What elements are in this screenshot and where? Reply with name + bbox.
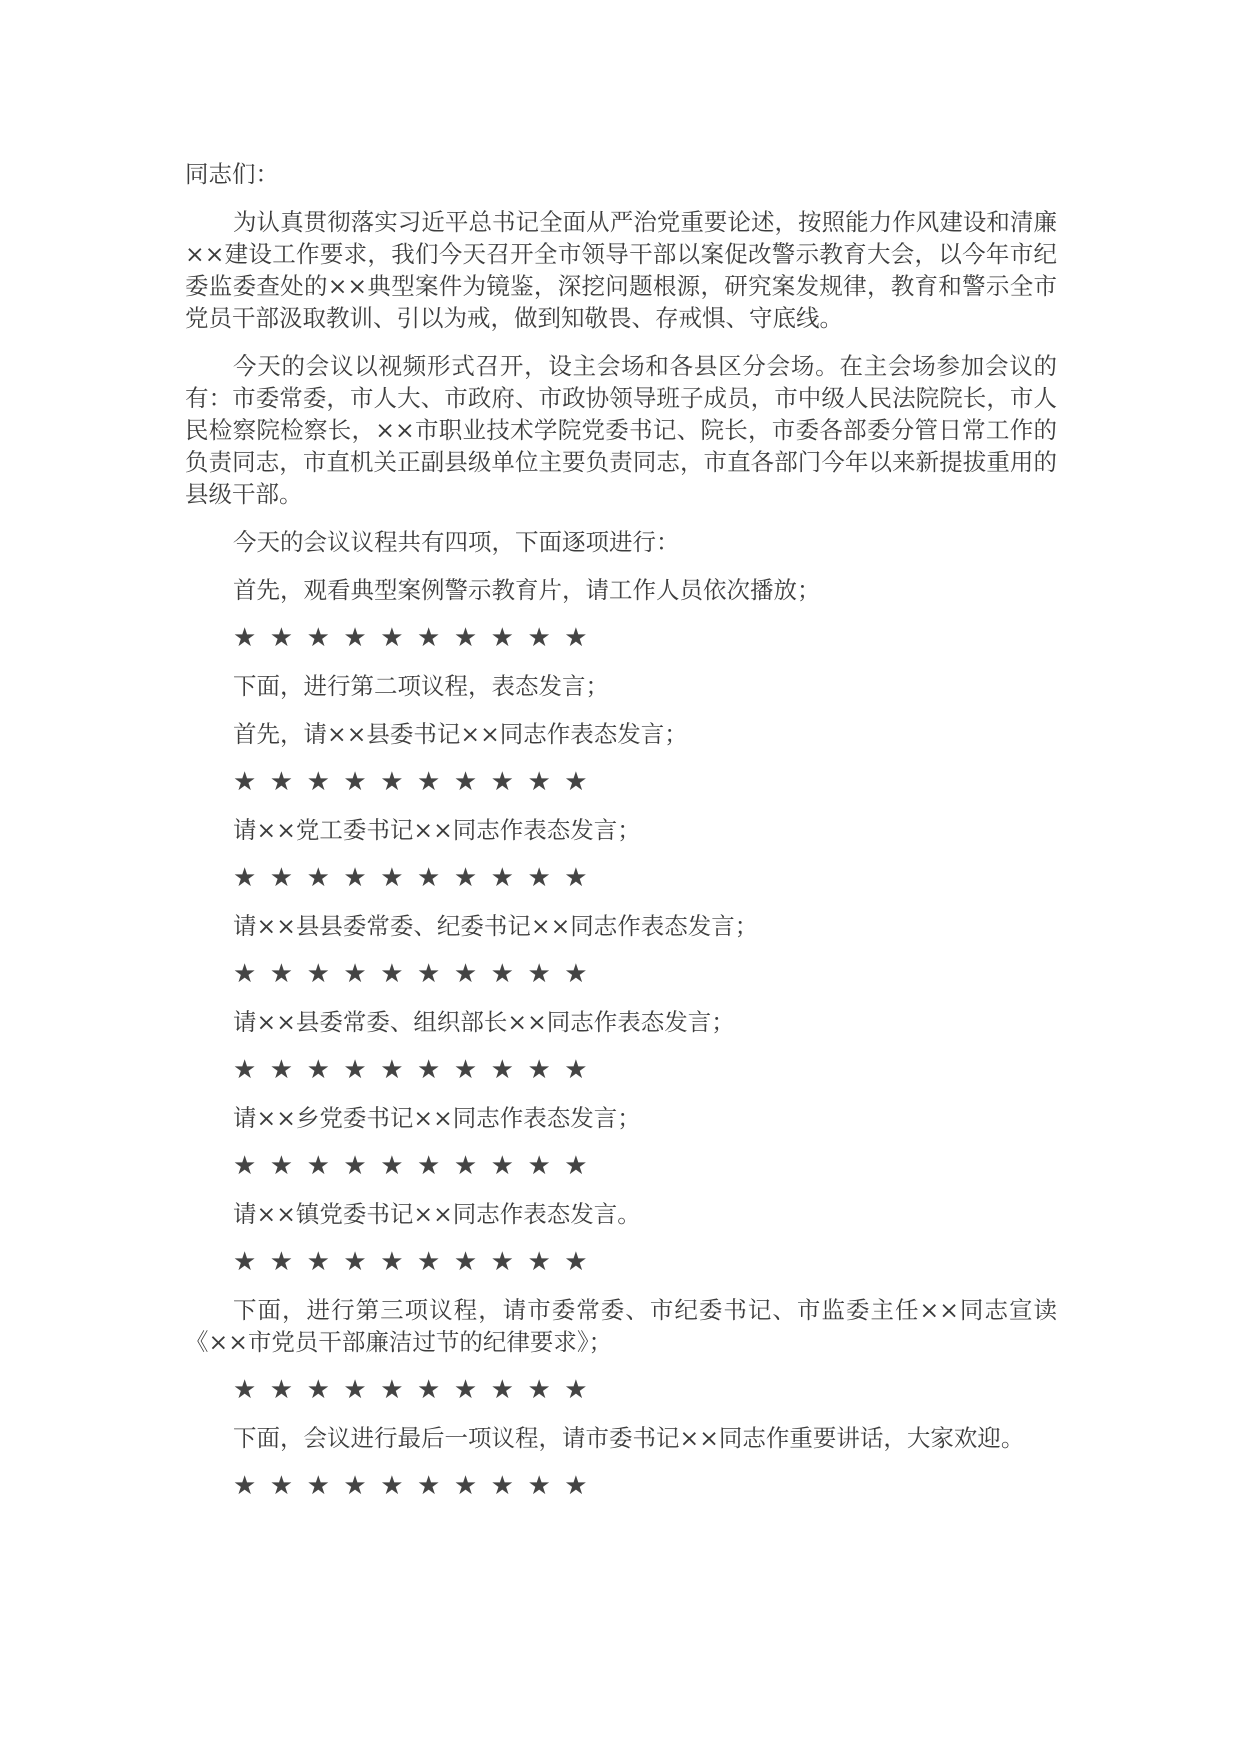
speech-3: 请××县县委常委、纪委书记××同志作表态发言； <box>233 912 759 940</box>
agenda-item-video: 首先，观看典型案例警示教育片，请工作人员依次播放； <box>233 576 821 604</box>
star-separator: ★★★★★★★★★★ <box>233 623 602 653</box>
star-separator: ★★★★★★★★★★ <box>233 1247 602 1277</box>
star-separator: ★★★★★★★★★★ <box>233 959 602 989</box>
agenda-item-discipline: 下面，进行第三项议程，请市委常委、市纪委书记、市监委主任××同志宣读《××市党员干部廉洁过节的纪律要求》； <box>185 1296 1057 1356</box>
star-separator: ★★★★★★★★★★ <box>233 1375 602 1405</box>
star-separator: ★★★★★★★★★★ <box>233 1055 602 1085</box>
document-page <box>185 158 1057 1518</box>
salutation: 同志们： <box>185 160 279 188</box>
paragraph-intro: 为认真贯彻落实习近平总书记全面从严治党重要论述，按照能力作风建设和清廉××建设工作要求，我们今天召开全市领导干部以案促改警示教育大会，以今年市纪委监委查处的××典型案件为镜鉴，深挖问题根源，研究案发规律，教育和警示全市党员干部汲取教训、引以为戒，做到知敬畏、存戒惧、守底线。 <box>185 208 1057 332</box>
star-separator: ★★★★★★★★★★ <box>233 1471 602 1501</box>
star-separator: ★★★★★★★★★★ <box>233 767 602 797</box>
speech-2: 请××党工委书记××同志作表态发言； <box>233 816 641 844</box>
agenda-item-speeches: 下面，进行第二项议程，表态发言； <box>233 672 609 700</box>
speech-6: 请××镇党委书记××同志作表态发言。 <box>233 1200 641 1228</box>
speech-1: 首先，请××县委书记××同志作表态发言； <box>233 720 688 748</box>
agenda-item-final-speech: 下面，会议进行最后一项议程，请市委书记××同志作重要讲话，大家欢迎。 <box>233 1424 1025 1452</box>
star-separator: ★★★★★★★★★★ <box>233 1151 602 1181</box>
speech-5: 请××乡党委书记××同志作表态发言； <box>233 1104 641 1132</box>
speech-4: 请××县委常委、组织部长××同志作表态发言； <box>233 1008 735 1036</box>
star-separator: ★★★★★★★★★★ <box>233 863 602 893</box>
paragraph-attendees: 今天的会议以视频形式召开，设主会场和各县区分会场。在主会场参加会议的有：市委常委，市人大、市政府、市政协领导班子成员，市中级人民法院院长，市人民检察院检察长，××市职业技术学院党委书记、院长，市委各部委分管日常工作的负责同志，市直机关正副县级单位主要负责同志，市直各部门今年以来新提拔重用的县级干部。 <box>185 352 1057 508</box>
paragraph-agenda: 今天的会议议程共有四项，下面逐项进行： <box>233 528 680 556</box>
